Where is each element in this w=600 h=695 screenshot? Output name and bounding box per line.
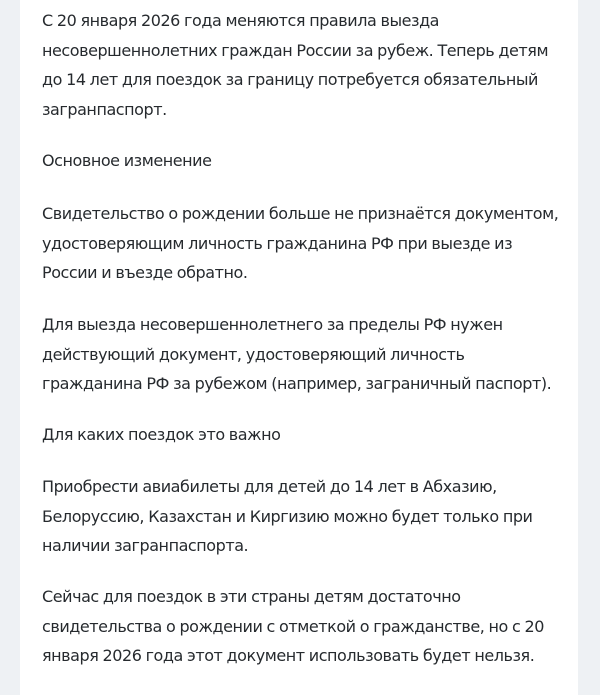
paragraph-tickets: Приобрести авиабилеты для детей до 14 лет в Абхазию, Белоруссию, Казахстан и Киргизию можно будет только при наличии загранпаспорта.	[42, 477, 533, 555]
paragraph-current-rules: Сейчас для поездок в эти страны детям достаточно свидетельства о рождении с отметкой о гражданстве, но с 20 января 2026 года этот документ использовать будет нельзя.	[42, 587, 544, 665]
section-heading-main-change: Основное изменение	[42, 151, 212, 170]
section-heading-trips: Для каких поездок это важно	[42, 425, 281, 444]
article-card	[20, 0, 578, 695]
paragraph-birth-certificate: Свидетельство о рождении больше не признаётся документом, удостоверяющим личность гражданина РФ при выезде из России и въезде обратно.	[42, 204, 559, 282]
paragraph-required-document: Для выезда несовершеннолетнего за пределы РФ нужен действующий документ, удостоверяющий личность гражданина РФ за рубежом (например, заграничный паспорт).	[42, 315, 552, 393]
article-intro: С 20 января 2026 года меняются правила выезда несовершеннолетних граждан России за рубеж. Теперь детям до 14 лет для поездок за границу потребуется обязательный загранпаспорт.	[42, 11, 549, 119]
